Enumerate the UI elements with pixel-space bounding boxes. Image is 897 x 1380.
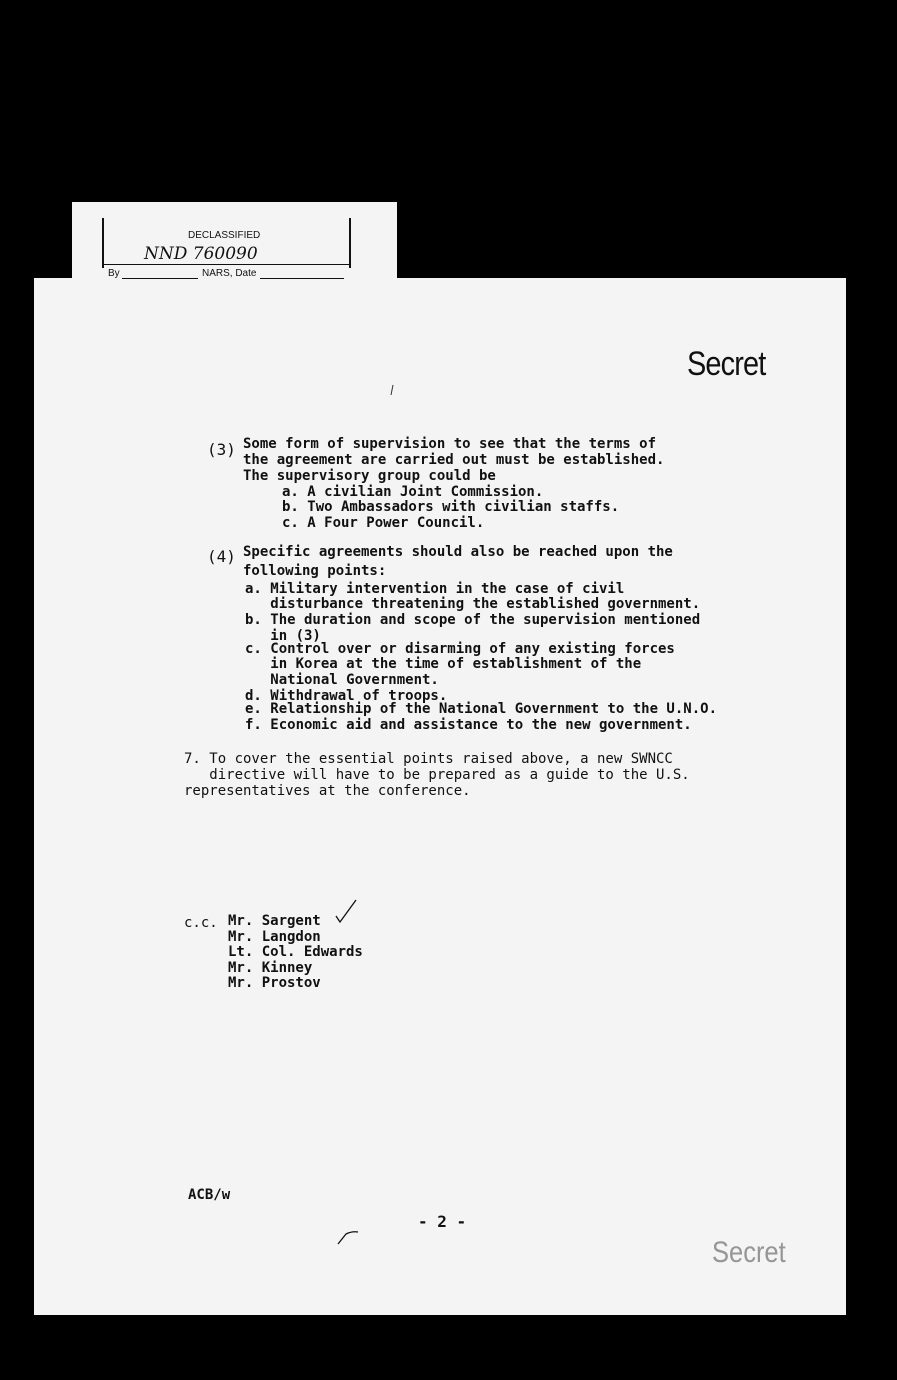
stamp-heading: DECLASSIFIED <box>188 230 261 241</box>
item3-line: Some form of supervision to see that the terms of <box>243 436 657 452</box>
item3-number: (3) <box>207 440 236 459</box>
item4-point: disturbance threatening the established government. <box>245 596 701 612</box>
para7-line: directive will have to be prepared as a guide to the U.S. <box>184 767 690 783</box>
item4-point: National Government. <box>245 672 439 688</box>
item3-option: a. A civilian Joint Commission. <box>282 484 544 500</box>
item4-point: f. Economic aid and assistance to the new government. <box>245 717 692 733</box>
item4-point: in (3) <box>245 628 321 644</box>
stamp-by-line <box>122 278 198 279</box>
stamp-date-line <box>260 278 344 279</box>
item3-line: the agreement are carried out must be established. <box>243 452 665 468</box>
stamp-divider <box>104 264 349 265</box>
cc-name: Mr. Langdon <box>228 929 321 945</box>
pen-stroke-icon <box>336 1228 360 1246</box>
typist-initials: ACB/w <box>188 1187 231 1203</box>
checkmark-icon <box>334 898 358 924</box>
pen-stroke-icon <box>389 384 395 396</box>
item3-line: The supervisory group could be <box>243 468 496 484</box>
cc-name: Mr. Prostov <box>228 975 321 991</box>
item4-line: following points: <box>243 563 387 579</box>
item4-point: d. Withdrawal of troops. <box>245 688 448 704</box>
classification-top: Secret <box>687 345 766 383</box>
item4-point: in Korea at the time of establishment of the <box>245 656 642 672</box>
stamp-authority: NND 760090 <box>144 244 258 264</box>
stamp-frame <box>102 218 351 279</box>
para7-line: 7. To cover the essential points raised above, a new SWNCC <box>184 751 673 767</box>
page-number: - 2 - <box>418 1212 467 1231</box>
classification-bottom: Secret <box>712 1236 786 1269</box>
item4-line: Specific agreements should also be reached upon the <box>243 544 673 560</box>
declassification-stamp <box>72 202 397 280</box>
item4-point: c. Control over or disarming of any existing forces <box>245 641 675 657</box>
item4-number: (4) <box>207 547 236 566</box>
item4-point: a. Military intervention in the case of civil <box>245 581 625 597</box>
para7-line: representatives at the conference. <box>184 783 471 799</box>
item4-point: b. The duration and scope of the supervision mentioned <box>245 612 701 628</box>
cc-name: Mr. Kinney <box>228 960 313 976</box>
stamp-nars-label: NARS, Date <box>202 268 257 279</box>
cc-name: Mr. Sargent <box>228 913 321 929</box>
item3-option: b. Two Ambassadors with civilian staffs. <box>282 499 620 515</box>
item3-option: c. A Four Power Council. <box>282 515 485 531</box>
cc-name: Lt. Col. Edwards <box>228 944 363 960</box>
stamp-by-label: By <box>108 268 120 279</box>
cc-label: c.c. <box>184 915 218 931</box>
item4-point: e. Relationship of the National Government to the U.N.O. <box>245 701 718 717</box>
